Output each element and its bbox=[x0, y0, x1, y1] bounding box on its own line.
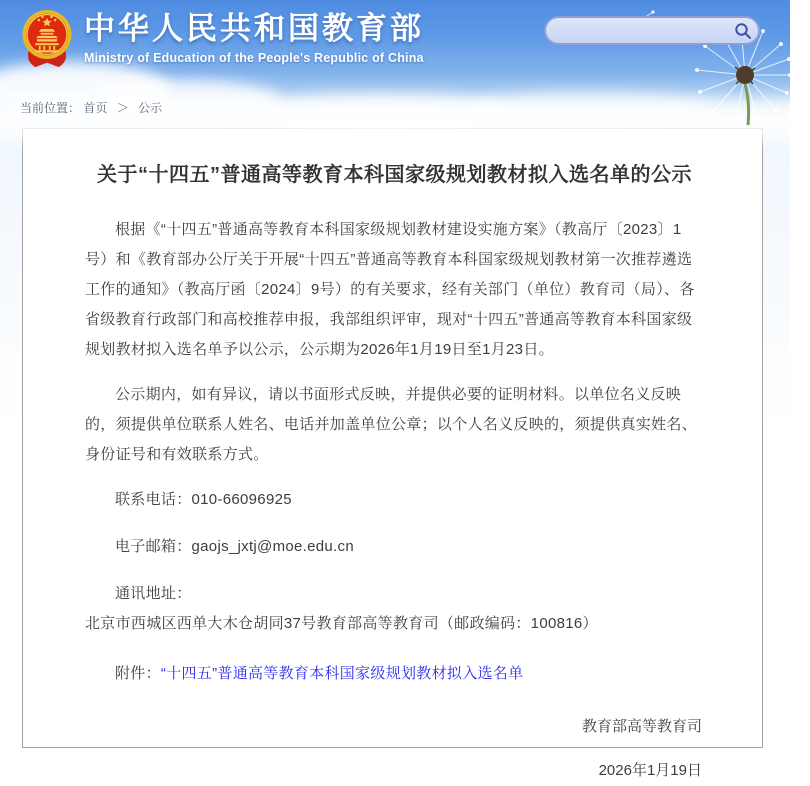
contact-email-label: 电子邮箱： bbox=[115, 538, 192, 555]
breadcrumb-home-link[interactable]: 首页 bbox=[83, 101, 108, 115]
breadcrumb bbox=[20, 99, 162, 116]
signoff-department: 教育部高等教育司 bbox=[581, 718, 702, 735]
search-box[interactable] bbox=[544, 16, 760, 45]
contact-address-label: 通讯地址： bbox=[115, 585, 192, 602]
contact-address-value: 北京市西城区西单大木仓胡同37号教育部高等教育司（邮政编码：100816） bbox=[85, 615, 598, 632]
article-box bbox=[22, 128, 763, 779]
attachment-label: 附件： bbox=[115, 665, 161, 682]
attachment-line bbox=[85, 659, 704, 689]
signoff-date: 2026年1月19日 bbox=[598, 762, 702, 779]
breadcrumb-current-link[interactable]: 公示 bbox=[138, 101, 163, 115]
search-input[interactable] bbox=[558, 18, 734, 43]
attachment-link[interactable]: “十四五”普通高等教育本科国家级规划教材拟入选名单 bbox=[160, 665, 524, 682]
contact-email-value: gaojs_jxtj@moe.edu.cn bbox=[191, 538, 354, 555]
article-paragraph: 根据《“十四五”普通高等教育本科国家级规划教材建设实施方案》（教高厅〔2023〕1号）和《教育部办公厅关于开展“十四五”普通高等教育本科国家级规划教材第一次推荐遴选工作的通知》（教高厅函〔2024〕9号）的有关要求，经有关部门（单位）教育司（局）、各省级教育行政部门和高校推荐申报，我部组织评审，现对“十四五”普通高等教育本科国家级规划教材拟入选名单予以公示，公示期为2026年1月19日至1月23日。 bbox=[85, 221, 695, 358]
signoff-block bbox=[85, 712, 704, 786]
contact-phone-line bbox=[85, 485, 704, 515]
article-paragraph: 公示期内，如有异议，请以书面形式反映，并提供必要的证明材料。以单位名义反映的，须提供单位联系人姓名、电话并加盖单位公章；以个人名义反映的，须提供真实姓名、身份证号和有效联系方式。 bbox=[85, 386, 698, 463]
search-icon bbox=[734, 22, 752, 40]
site-title: 中华人民共和国教育部 bbox=[84, 11, 424, 46]
breadcrumb-separator: ＞ bbox=[116, 101, 129, 115]
breadcrumb-label: 当前位置： bbox=[20, 101, 81, 115]
contact-email-line bbox=[85, 532, 704, 562]
site-subtitle: Ministry of Education of the People's Republic of China bbox=[84, 50, 424, 65]
article-title: 关于“十四五”普通高等教育本科国家级规划教材拟入选名单的公示 bbox=[97, 164, 692, 186]
home-logo-link[interactable] bbox=[18, 7, 424, 71]
contact-phone-value: 010-66096925 bbox=[191, 491, 292, 508]
national-emblem-icon bbox=[18, 7, 76, 71]
site-header bbox=[0, 0, 790, 125]
contact-address-line bbox=[85, 579, 704, 639]
contact-phone-label: 联系电话： bbox=[115, 491, 192, 508]
content-area bbox=[0, 125, 790, 779]
search-button[interactable] bbox=[734, 20, 752, 42]
